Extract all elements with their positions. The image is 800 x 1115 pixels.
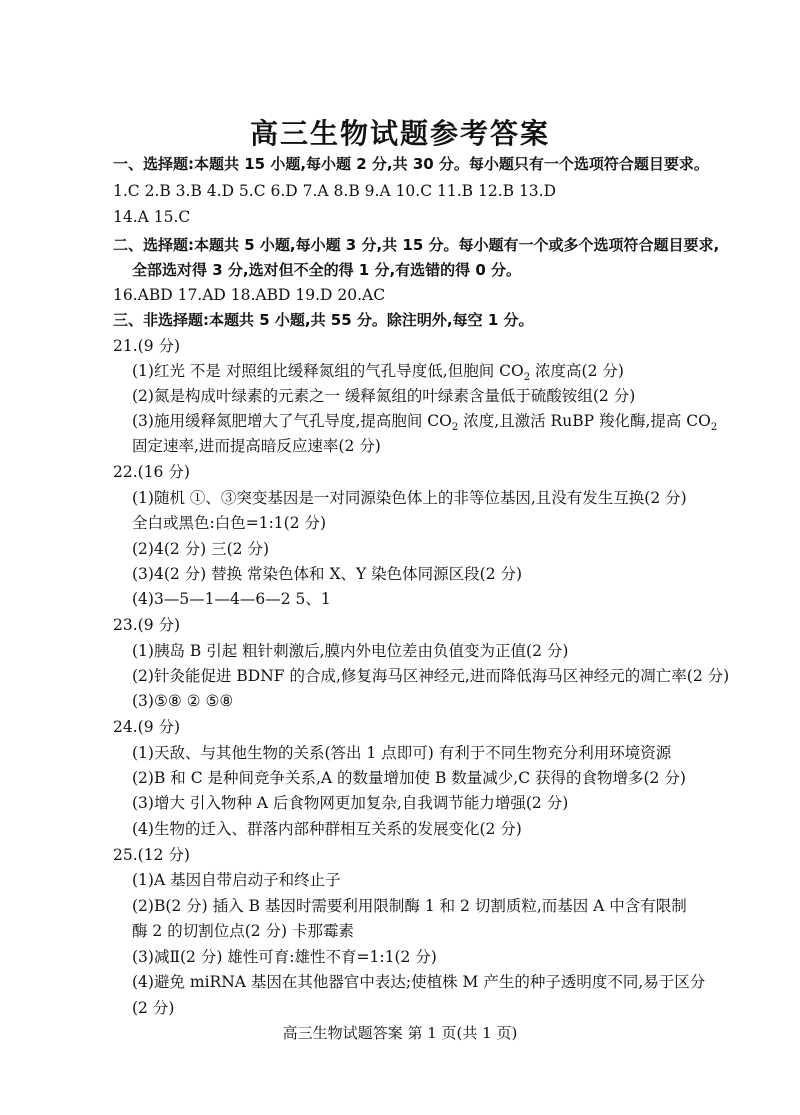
section-2-heading-line-2: 全部选对得 3 分,选对但不全的得 1 分,有选错的得 0 分。 [132,261,522,279]
question-22-part-1: (1)随机 ①、③突变基因是一对同源染色体上的非等位基因,且没有发生互换(2 分) [132,489,687,507]
question-22-part-4: (4)3—5—1—4—6—2 5、1 [132,590,331,608]
page-footer: 高三生物试题答案 第 1 页(共 1 页) [282,1024,518,1042]
section-1-answers-line-1: 1.C 2.B 3.B 4.D 5.C 6.D 7.A 8.B 9.A 10.C 11.B 12.B 13.D [113,182,557,200]
question-23-part-1: (1)胰岛 B 引起 粗针刺激后,膜内外电位差由负值变为正值(2 分) [132,642,569,660]
question-21-part-2: (2)氮是构成叶绿素的元素之一 缓释氮组的叶绿素含量低于硫酸铵组(2 分) [132,387,636,405]
question-24-part-1: (1)天敌、与其他生物的关系(答出 1 点即可) 有利于不同生物充分利用环境资源 [132,744,672,762]
question-25-part-4-cont: (2 分) [132,999,175,1017]
section-3-heading: 三、非选择题:本题共 5 小题,共 55 分。除注明外,每空 1 分。 [113,311,534,329]
section-2-heading-line-1: 二、选择题:本题共 5 小题,每小题 3 分,共 15 分。每小题有一个或多个选项符合题目要求, [113,236,720,254]
question-21-header: 21.(9 分) [113,337,181,355]
question-25-part-3: (3)减Ⅱ(2 分) 雄性可育:雄性不育=1:1(2 分) [132,948,437,966]
section-1-heading: 一、选择题:本题共 15 小题,每小题 2 分,共 30 分。每小题只有一个选项符合题目要求。 [113,155,709,173]
question-23-part-3: (3)⑤⑧ ② ⑤⑧ [132,692,234,710]
question-22-header: 22.(16 分) [113,463,190,481]
question-21-part-3: (3)施用缓释氮肥增大了气孔导度,提高胞间 $CO_2$ 浓度,且激活 RuBP 羧化酶,提高 $CO_2$ [132,412,718,434]
question-24-part-3: (3)增大 引入物种 A 后食物网更加复杂,自我调节能力增强(2 分) [132,794,569,812]
page-title: 高三生物试题参考答案 [249,117,550,150]
question-21-part-1: (1)红光 不是 对照组比缓释氮组的气孔导度低,但胞间 $CO_2$ 浓度高(2 分) [132,362,624,384]
question-22-part-2: (2)4(2 分) 三(2 分) [132,540,270,558]
section-2-answers: 16.ABD 17.AD 18.ABD 19.D 20.AC [113,286,386,304]
question-25-part-1: (1)A 基因自带启动子和终止子 [132,871,341,889]
question-25-part-2-cont: 酶 2 的切割位点(2 分) 卡那霉素 [132,922,355,940]
question-25-header: 25.(12 分) [113,846,190,864]
question-23-header: 23.(9 分) [113,616,181,634]
question-22-part-3: (3)4(2 分) 替换 常染色体和 X、Y 染色体同源区段(2 分) [132,565,523,583]
question-25-part-2: (2)B(2 分) 插入 B 基因时需要利用限制酶 1 和 2 切割质粒,而基因 A 中含有限制 [132,897,687,915]
question-21-part-3-cont: 固定速率,进而提高暗反应速率(2 分) [132,437,381,455]
question-24-part-4: (4)生物的迁入、群落内部种群相互关系的发展变化(2 分) [132,820,522,838]
question-22-part-1-cont: 全白或黑色:白色=1:1(2 分) [132,514,327,532]
question-24-header: 24.(9 分) [113,718,181,736]
question-23-part-2: (2)针灸能促进 BDNF 的合成,修复海马区神经元,进而降低海马区神经元的凋亡率(2 分) [132,667,730,685]
question-25-part-4: (4)避免 miRNA 基因在其他器官中表达;使植株 M 产生的种子透明度不同,易于区分 [132,973,706,991]
question-24-part-2: (2)B 和 C 是种间竞争关系,A 的数量增加使 B 数量减少,C 获得的食物增多(2 分) [132,769,686,787]
section-1-answers-line-2: 14.A 15.C [113,208,191,226]
